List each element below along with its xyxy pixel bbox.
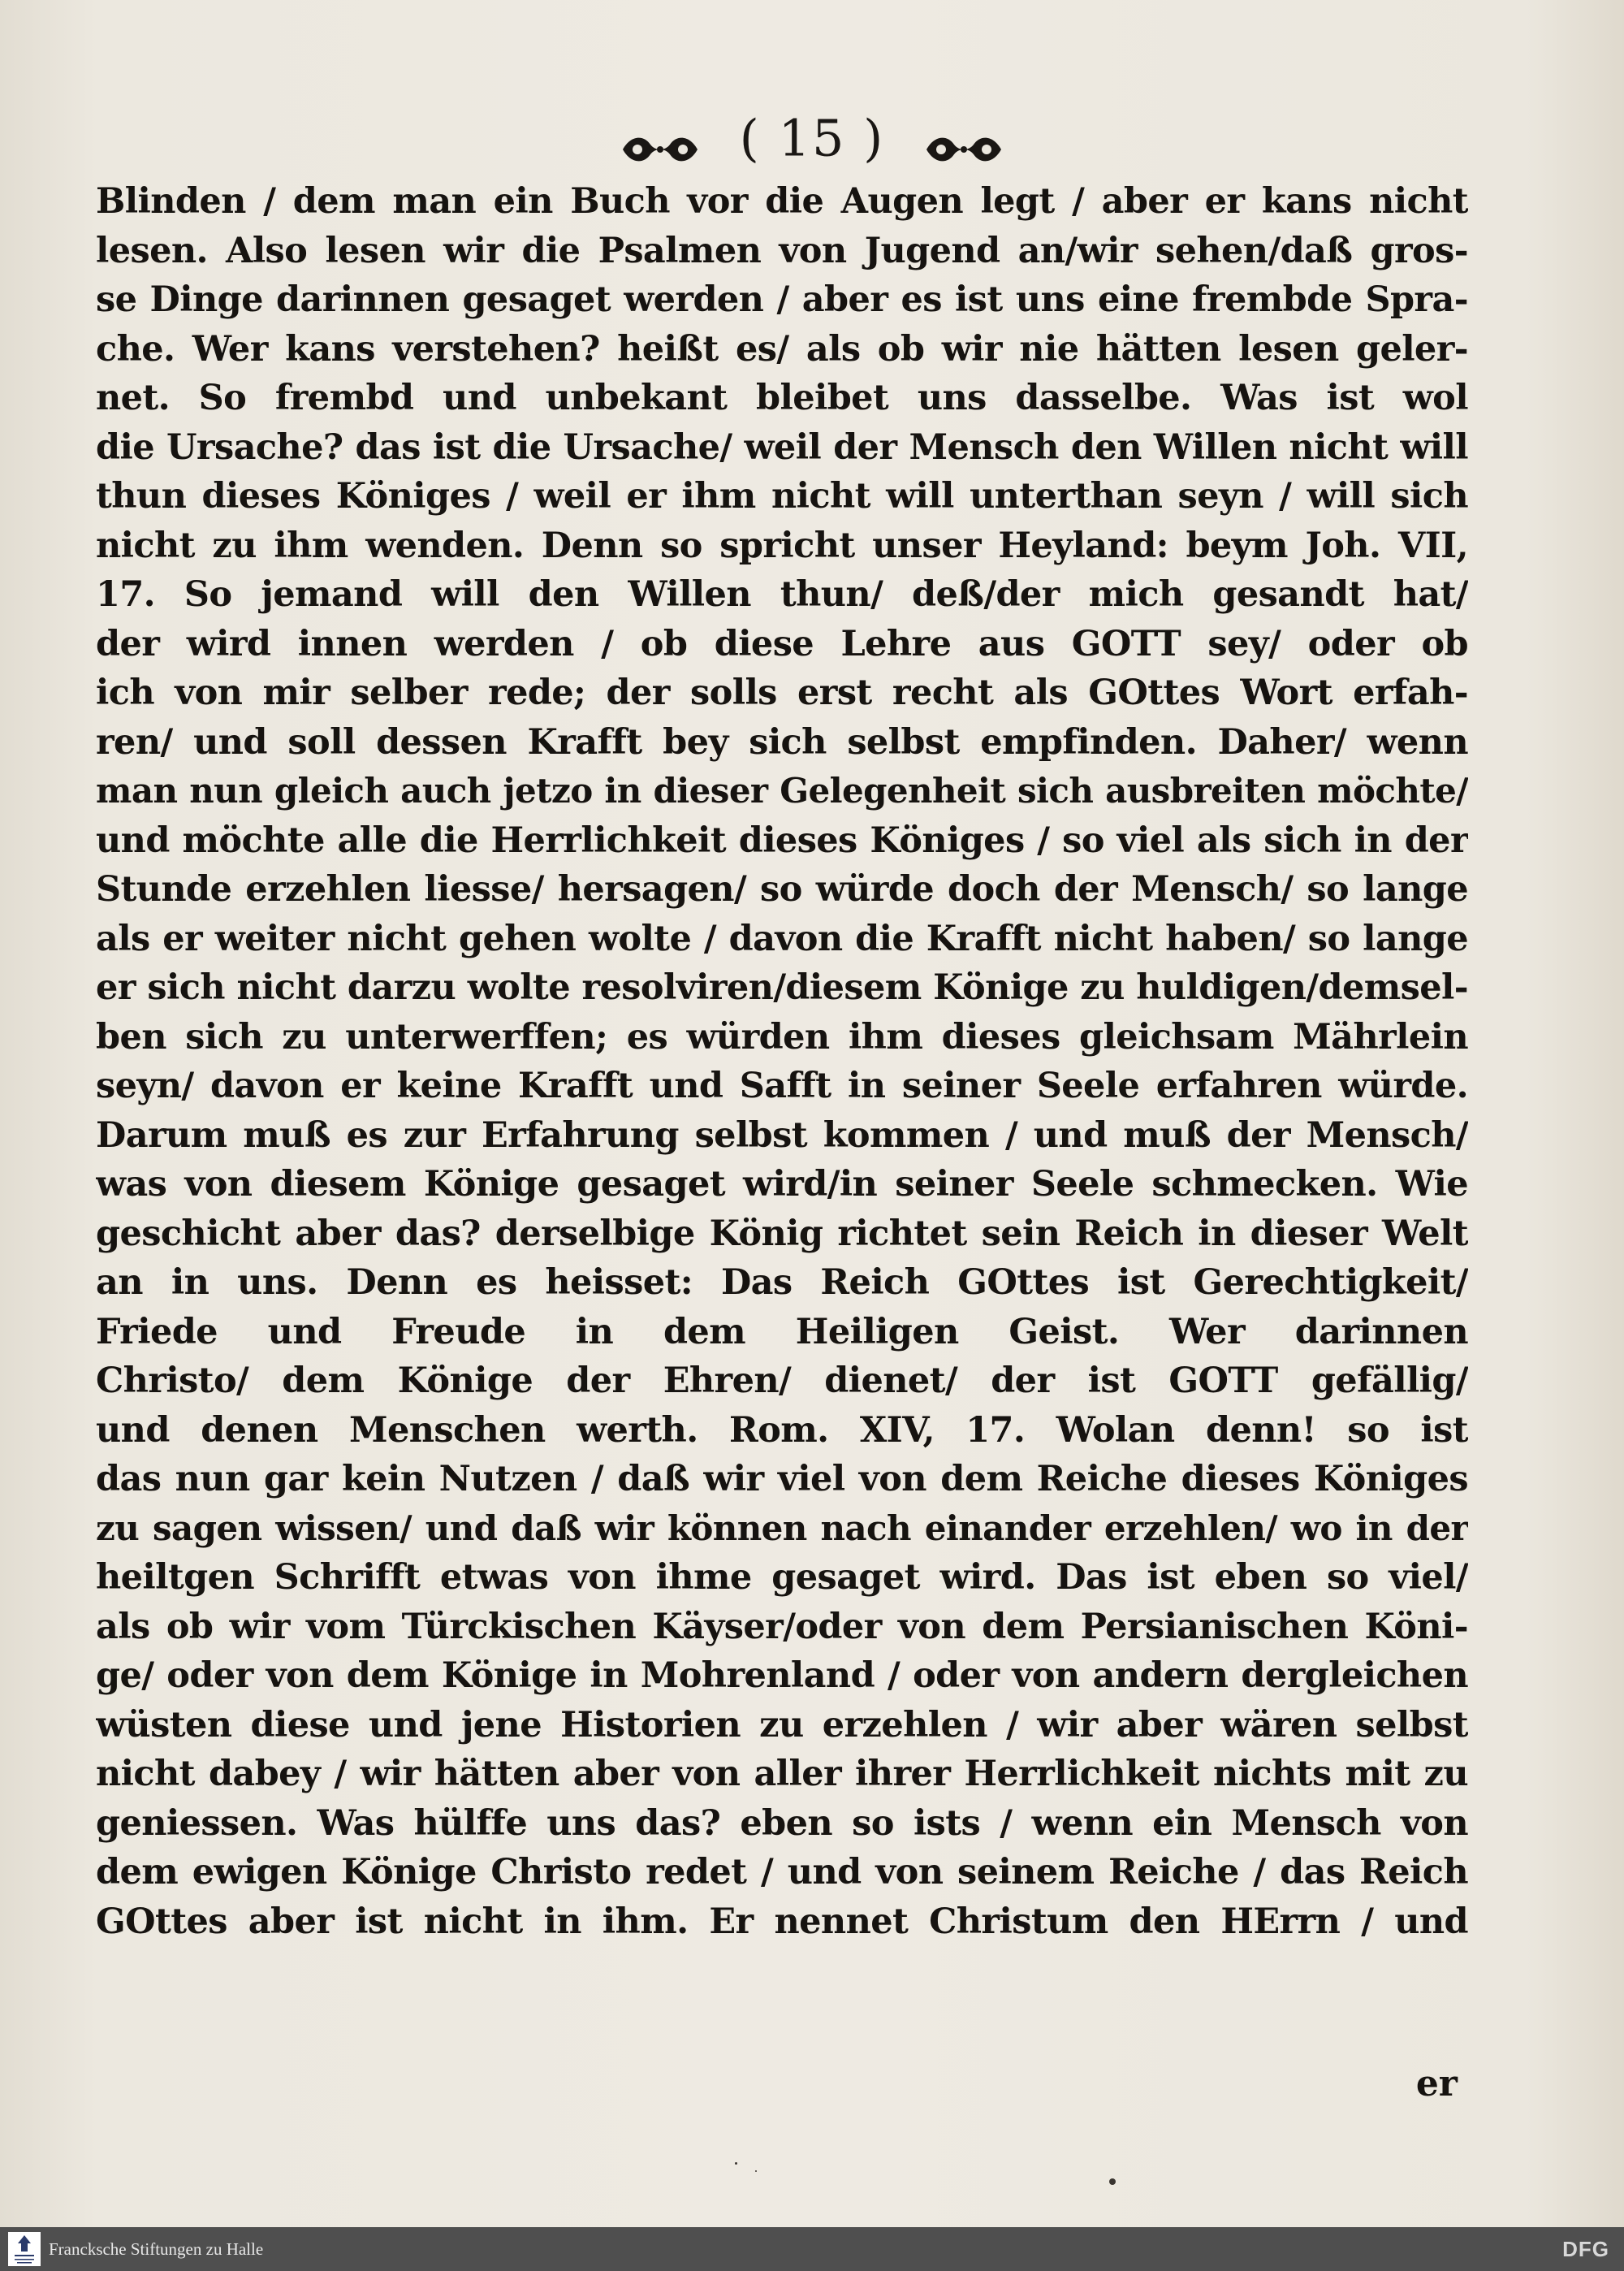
ink-speck xyxy=(1109,2178,1116,2185)
text-line: seyn/ davon er keine Krafft und Safft in seiner Seele erfahren würde. xyxy=(96,1066,1468,1106)
text-line: Friede und Freude in dem Heiligen Geist. Wer darinnen xyxy=(96,1311,1468,1352)
text-line: se Dinge darinnen gesaget werden / aber es ist uns eine frembde Spra- xyxy=(96,279,1468,320)
body-text xyxy=(96,177,1468,1946)
catchword: er xyxy=(1415,2063,1458,2104)
footer-institution: Francksche Stiftungen zu Halle xyxy=(49,2239,264,2259)
text-line: geschicht aber das? derselbige König richtet sein Reich in dieser Welt xyxy=(96,1213,1468,1254)
text-line: nicht dabey / wir hätten aber von aller ihrer Herrlichkeit nichts mit zu xyxy=(96,1754,1468,1794)
text-line: lesen. Also lesen wir die Psalmen von Jugend an/wir sehen/daß gros- xyxy=(96,230,1468,271)
text-line: thun dieses Königes / weil er ihm nicht will unterthan seyn / will sich xyxy=(96,476,1468,517)
text-line: Blinden / dem man ein Buch vor die Augen legt / aber er kans nicht xyxy=(96,181,1468,222)
text-line: che. Wer kans verstehen? heißt es/ als ob wir nie hätten lesen geler- xyxy=(96,328,1468,370)
running-head xyxy=(0,104,1624,167)
ink-speck xyxy=(735,2162,737,2165)
text-line: an in uns. Denn es heisset: Das Reich GOttes ist Gerechtigkeit/ xyxy=(96,1262,1468,1303)
text-line: das nun gar kein Nutzen / daß wir viel von dem Reiche dieses Königes xyxy=(96,1459,1468,1499)
text-line: die Ursache? das ist die Ursache/ weil der Mensch den Willen nicht will xyxy=(96,426,1468,468)
text-line: ren/ und soll dessen Krafft bey sich selbst empfinden. Daher/ wenn xyxy=(96,721,1468,763)
text-line: dem ewigen Könige Christo redet / und von seinem Reiche / das Reich xyxy=(96,1852,1468,1892)
ink-speck xyxy=(755,2170,757,2172)
text-line: ge/ oder von dem Könige in Mohrenland / oder von andern dergleichen xyxy=(96,1655,1468,1696)
text-line: und denen Menschen werth. Rom. XIV, 17. Wolan denn! so ist xyxy=(96,1409,1468,1451)
text-line: als ob wir vom Türckischen Käyser/oder von dem Persianischen Köni- xyxy=(96,1606,1468,1647)
fleuron-left-icon xyxy=(620,120,701,156)
fleuron-right-icon xyxy=(923,120,1004,156)
text-line: heiltgen Schrifft etwas von ihme gesaget wird. Das ist eben so viel/ xyxy=(96,1557,1468,1598)
franckesche-stiftungen-logo-icon xyxy=(8,2232,41,2266)
footer-dfg-logo: DFG xyxy=(1562,2237,1609,2261)
text-line: geniessen. Was hülffe uns das? eben so ists / wenn ein Mensch von xyxy=(96,1802,1468,1844)
text-line: als er weiter nicht gehen wolte / davon die Krafft nicht haben/ so lange xyxy=(96,918,1468,959)
text-line: Christo/ dem Könige der Ehren/ dienet/ der ist GOTT gefällig/ xyxy=(96,1360,1468,1401)
text-line: man nun gleich auch jetzo in dieser Gelegenheit sich ausbreiten möchte/ xyxy=(96,771,1468,811)
text-line: er sich nicht darzu wolte resolviren/diesem Könige zu huldigen/demsel- xyxy=(96,967,1468,1008)
text-line: 17. So jemand will den Willen thun/ deß/der mich gesandt hat/ xyxy=(96,574,1468,615)
viewer-footer xyxy=(0,2227,1624,2271)
text-line: Stunde erzehlen liesse/ hersagen/ so würde doch der Mensch/ so lange xyxy=(96,869,1468,910)
text-line: und möchte alle die Herrlichkeit dieses Königes / so viel als sich in der xyxy=(96,820,1468,861)
text-line: nicht zu ihm wenden. Denn so spricht unser Heyland: beym Joh. VII, xyxy=(96,525,1468,566)
text-line: wüsten diese und jene Historien zu erzehlen / wir aber wären selbst xyxy=(96,1704,1468,1745)
text-line: ben sich zu unterwerffen; es würden ihm dieses gleichsam Mährlein xyxy=(96,1016,1468,1058)
text-line: der wird innen werden / ob diese Lehre aus GOTT sey/ oder ob xyxy=(96,623,1468,664)
text-line: GOttes aber ist nicht in ihm. Er nennet Christum den HErrn / und xyxy=(96,1901,1468,1942)
text-line: was von diesem Könige gesaget wird/in seiner Seele schmecken. Wie xyxy=(96,1164,1468,1205)
text-line: zu sagen wissen/ und daß wir können nach einander erzehlen/ wo in der xyxy=(96,1508,1468,1548)
text-line: net. So frembd und unbekant bleibet uns dasselbe. Was ist wol xyxy=(96,378,1468,418)
text-line: Darum muß es zur Erfahrung selbst kommen / und muß der Mensch/ xyxy=(96,1114,1468,1156)
page-number: ( 15 ) xyxy=(739,108,885,168)
text-line: ich von mir selber rede; der solls erst recht als GOttes Wort erfah- xyxy=(96,673,1468,713)
